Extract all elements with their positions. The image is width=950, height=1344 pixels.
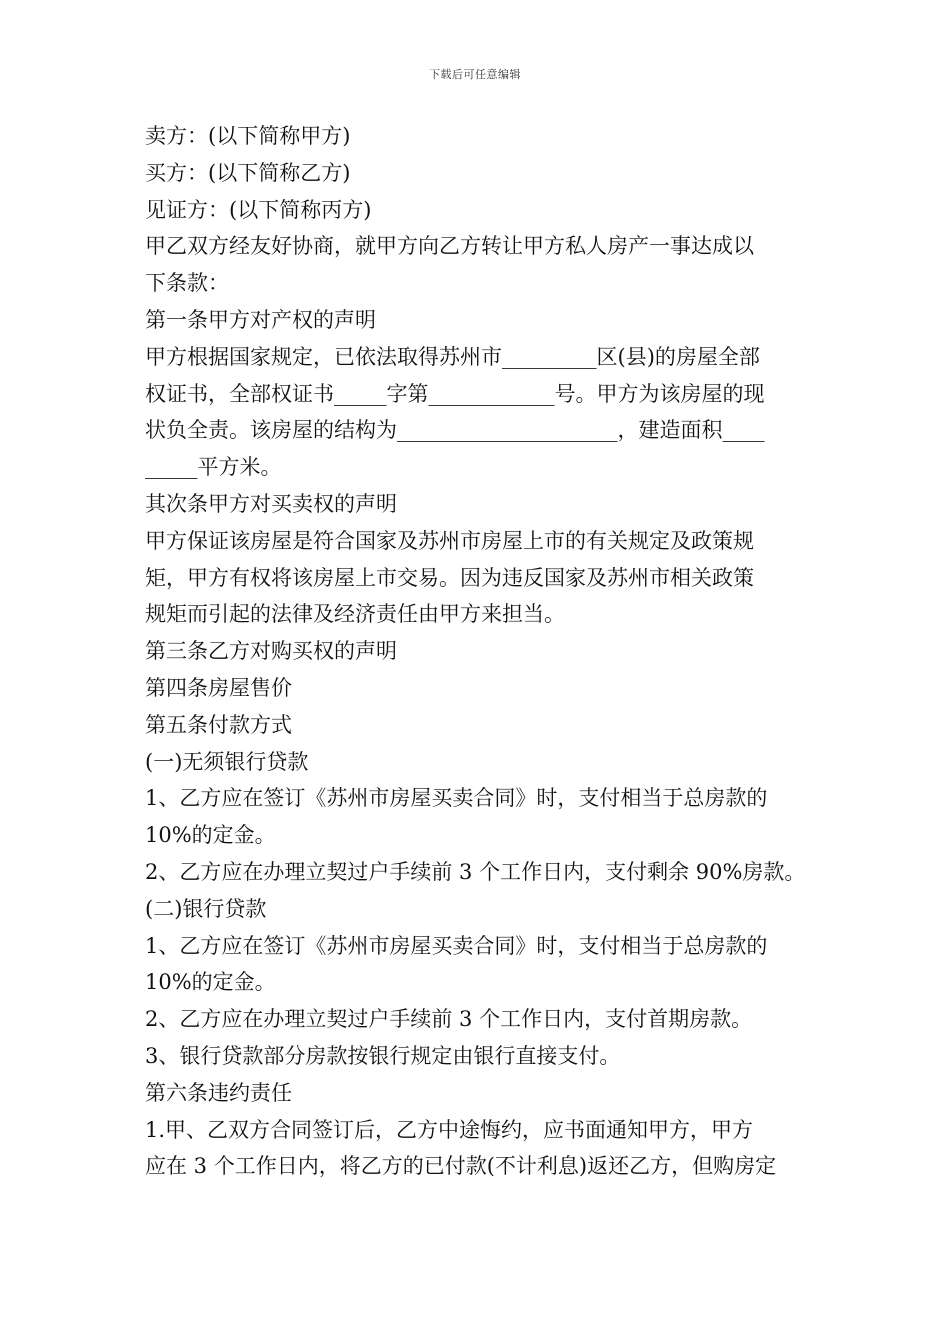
buyer-line: 买方：(以下简称乙方)	[145, 160, 351, 185]
document-body	[145, 118, 813, 1185]
payment-option-2-item-1-line-1: 1、乙方应在签订《苏州市房屋买卖合同》时，支付相当于总房款的	[145, 933, 768, 958]
page-header: 下载后可任意编辑	[429, 68, 521, 81]
article-1-line-3: 状负全责。该房屋的结构为_____________________，建造面积____	[145, 418, 765, 443]
article-1-heading: 第一条甲方对产权的声明	[145, 307, 376, 332]
article-3-heading: 第三条乙方对购买权的声明	[145, 639, 397, 664]
payment-option-2-item-2: 2、乙方应在办理立契过户手续前 3 个工作日内，支付首期房款。	[145, 1007, 753, 1032]
article-2-heading: 其次条甲方对买卖权的声明	[145, 491, 397, 516]
payment-option-1-item-1-line-2: 10%的定金。	[145, 823, 276, 848]
payment-option-1-heading: (一)无须银行贷款	[145, 749, 309, 774]
article-2-line-1: 甲方保证该房屋是符合国家及苏州市房屋上市的有关规定及政策规	[145, 528, 754, 553]
seller-line: 卖方：(以下简称甲方)	[145, 124, 351, 148]
article-6-line-1: 1.甲、乙双方合同签订后，乙方中途悔约，应书面通知甲方，甲方	[145, 1117, 754, 1142]
article-1-line-2: 权证书，全部权证书_____字第____________号。甲方为该房屋的现	[145, 381, 765, 406]
article-1-line-4: _____平方米。	[145, 455, 282, 480]
payment-option-2-item-1-line-2: 10%的定金。	[145, 970, 276, 995]
payment-option-1-item-1-line-1: 1、乙方应在签订《苏州市房屋买卖合同》时，支付相当于总房款的	[145, 786, 768, 811]
payment-option-2-item-3: 3、银行贷款部分房款按银行规定由银行直接支付。	[145, 1043, 621, 1068]
preamble-line-1: 甲乙双方经友好协商，就甲方向乙方转让甲方私人房产一事达成以	[145, 234, 754, 259]
article-6-line-2: 应在 3 个工作日内，将乙方的已付款(不计利息)返还乙方，但购房定	[145, 1154, 777, 1179]
article-1-line-1: 甲方根据国家规定，已依法取得苏州市_________区(县)的房屋全部	[145, 344, 760, 369]
article-2-line-2: 矩，甲方有权将该房屋上市交易。因为违反国家及苏州市相关政策	[145, 565, 754, 590]
article-2-line-3: 规矩而引起的法律及经济责任由甲方来担当。	[145, 602, 565, 627]
article-5-heading: 第五条付款方式	[145, 712, 292, 737]
witness-line: 见证方：(以下简称丙方)	[145, 197, 372, 222]
payment-option-2-heading: (二)银行贷款	[145, 896, 267, 921]
payment-option-1-item-2: 2、乙方应在办理立契过户手续前 3 个工作日内，支付剩余 90%房款。	[145, 859, 806, 884]
article-6-heading: 第六条违约责任	[145, 1080, 292, 1105]
article-4-heading: 第四条房屋售价	[145, 675, 292, 700]
preamble-line-2: 下条款：	[145, 271, 229, 296]
